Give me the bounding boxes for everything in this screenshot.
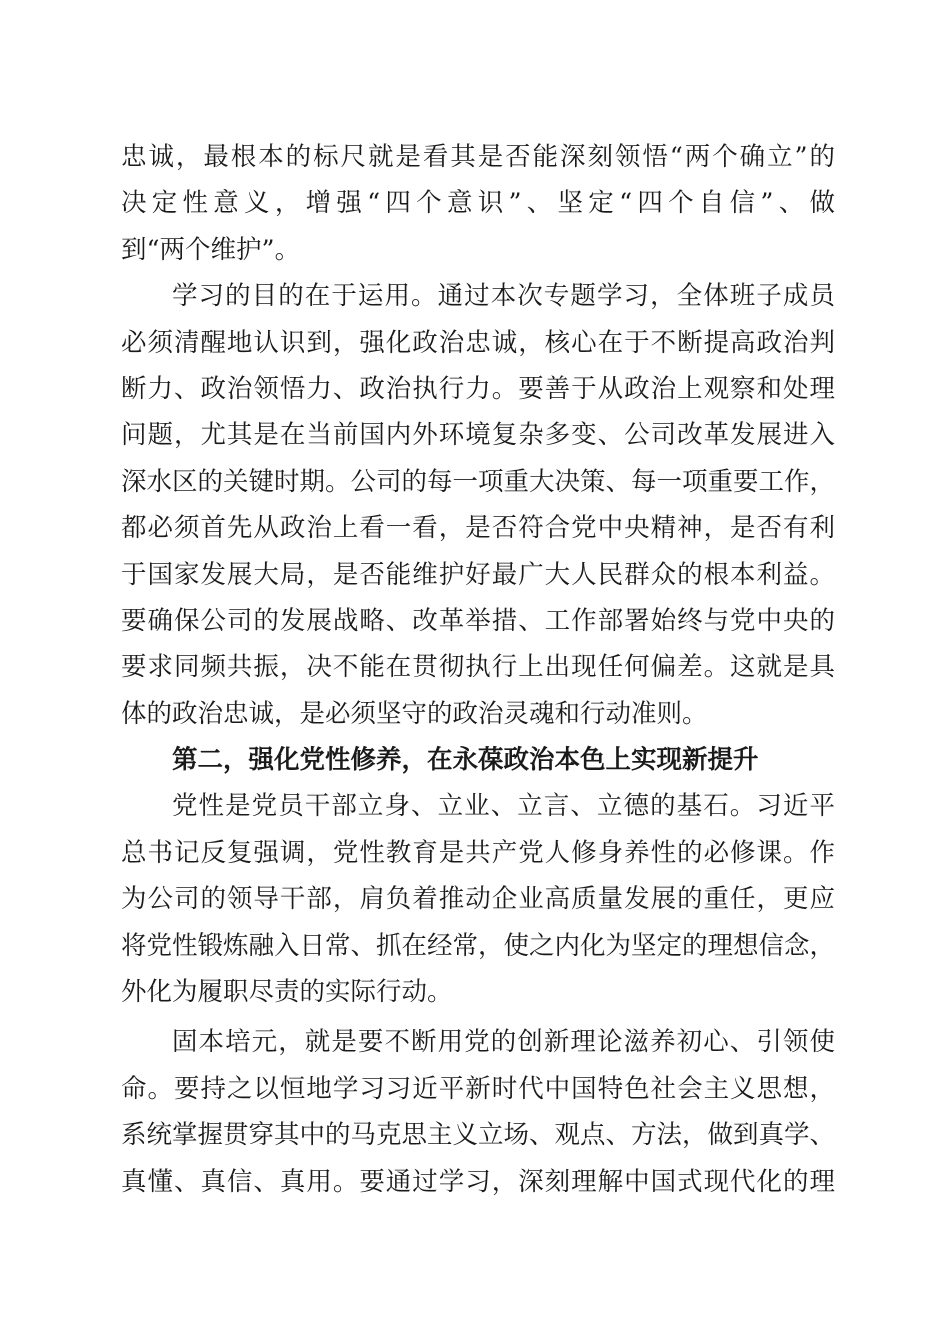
paragraph-party-spirit <box>121 783 835 1015</box>
text-line: 问题，尤其是在当前国内外环境复杂多变、公司改革发展进入 <box>121 420 835 451</box>
paragraph-study-purpose <box>121 273 835 737</box>
text-line: 都必须首先从政治上看一看，是否符合党中央精神，是否有利 <box>121 513 835 544</box>
document-body <box>121 134 835 1205</box>
text-line: 为公司的领导干部，肩负着推动企业高质量发展的重任，更应 <box>121 884 835 915</box>
text-line: 必须清醒地认识到，强化政治忠诚，核心在于不断提高政治判 <box>121 327 835 358</box>
text-line: 决定性意义，增强“四个意识”、坚定“四个自信”、做 <box>121 188 835 219</box>
text-line: 要确保公司的发展战略、改革举措、工作部署始终与党中央的 <box>121 605 835 636</box>
text-line: 于国家发展大局，是否能维护好最广大人民群众的根本利益。 <box>121 559 835 590</box>
text-line: 外化为履职尽责的实际行动。 <box>121 977 453 1008</box>
section-heading <box>121 737 835 783</box>
text-line: 忠诚，最根本的标尺就是看其是否能深刻领悟“两个确立”的 <box>121 142 835 172</box>
text-line: 总书记反复强调，党性教育是共产党人修身养性的必修课。作 <box>121 837 835 868</box>
text-line: 深水区的关键时期。公司的每一项重大决策、每一项重要工作， <box>121 466 836 497</box>
text-line: 要求同频共振，决不能在贯彻执行上出现任何偏差。这就是具 <box>121 652 835 683</box>
text-line: 系统掌握贯穿其中的马克思主义立场、观点、方法，做到真学、 <box>121 1120 836 1151</box>
text-line: 学习的目的在于运用。通过本次专题学习，全体班子成员 <box>172 281 835 312</box>
text-line: 断力、政治领悟力、政治执行力。要善于从政治上观察和处理 <box>121 373 835 404</box>
text-line: 体的政治忠诚，是必须坚守的政治灵魂和行动准则。 <box>121 698 708 729</box>
paragraph-loyalty-standard <box>121 134 835 273</box>
section-heading-text: 第二，强化党性修养，在永葆政治本色上实现新提升 <box>172 745 759 776</box>
text-line: 命。要持之以恒地学习习近平新时代中国特色社会主义思想， <box>121 1073 835 1104</box>
text-line: 真懂、真信、真用。要通过学习，深刻理解中国式现代化的理 <box>121 1166 835 1197</box>
text-line: 到“两个维护”。 <box>121 234 301 265</box>
text-line: 将党性锻炼融入日常、抓在经常，使之内化为坚定的理想信念， <box>121 930 836 961</box>
text-line: 党性是党员干部立身、立业、立言、立德的基石。习近平 <box>172 791 835 822</box>
paragraph-consolidate-foundation <box>121 1019 835 1205</box>
text-line: 固本培元，就是要不断用党的创新理论滋养初心、引领使 <box>172 1027 835 1058</box>
